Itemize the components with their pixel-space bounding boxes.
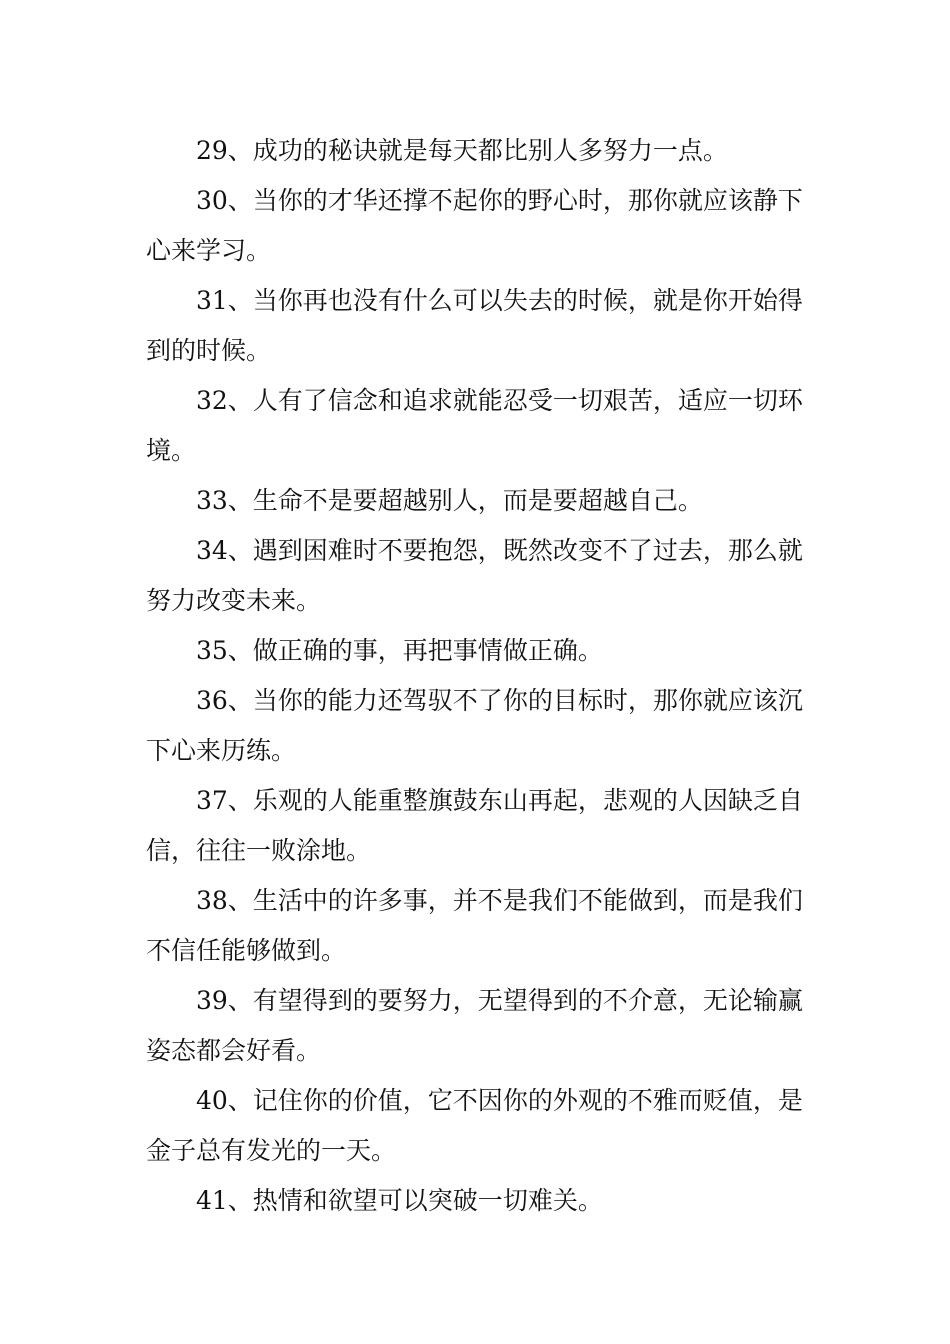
paragraph-31: 31、当你再也没有什么可以失去的时候，就是你开始得到的时候。 [146,286,803,365]
paragraph-30: 30、当你的才华还撑不起你的野心时，那你就应该静下心来学习。 [146,186,803,265]
paragraph-35: 35、做正确的事，再把事情做正确。 [196,636,603,665]
paragraph-39: 39、有望得到的要努力，无望得到的不介意，无论输赢姿态都会好看。 [146,986,803,1065]
paragraph-41: 41、热情和欲望可以突破一切难关。 [196,1186,603,1215]
paragraph-37: 37、乐观的人能重整旗鼓东山再起，悲观的人因缺乏自信，往往一败涂地。 [146,786,803,865]
paragraph-32: 32、人有了信念和追求就能忍受一切艰苦，适应一切环境。 [146,386,803,465]
paragraph-40: 40、记住你的价值，它不因你的外观的不雅而贬值，是金子总有发光的一天。 [146,1086,803,1165]
paragraph-38: 38、生活中的许多事，并不是我们不能做到，而是我们不信任能够做到。 [146,886,803,965]
paragraph-29: 29、成功的秘诀就是每天都比别人多努力一点。 [196,136,728,165]
paragraph-34: 34、遇到困难时不要抱怨，既然改变不了过去，那么就努力改变未来。 [146,536,803,615]
paragraph-33: 33、生命不是要超越别人，而是要超越自己。 [196,486,703,515]
paragraph-36: 36、当你的能力还驾驭不了你的目标时，那你就应该沉下心来历练。 [146,686,803,765]
document-body [146,126,810,1226]
